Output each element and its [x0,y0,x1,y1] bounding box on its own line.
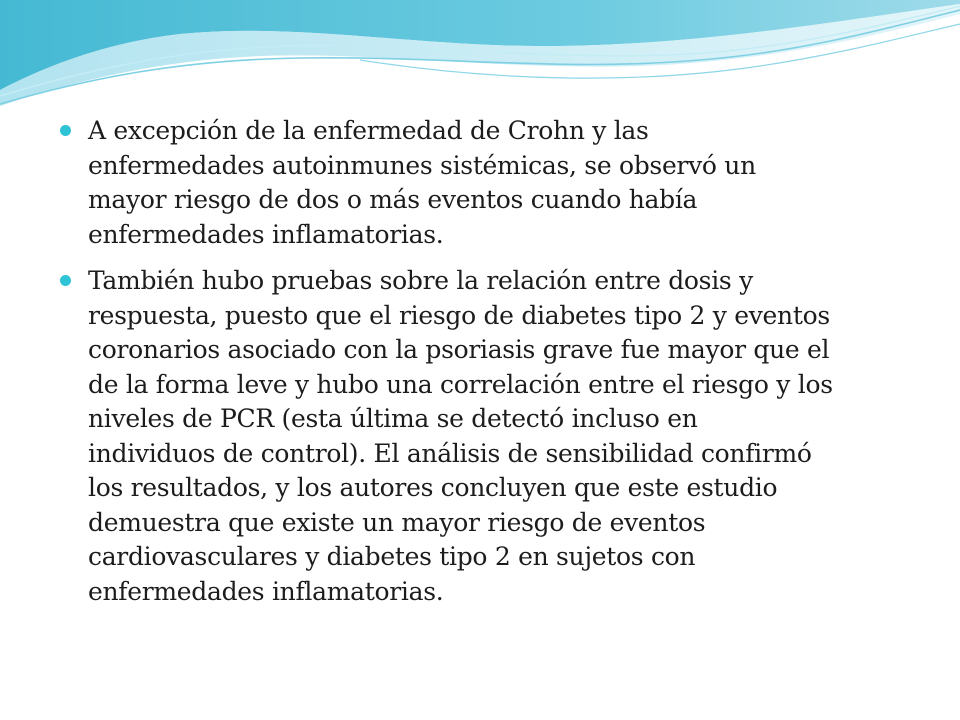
text-line: enfermedades autoinmunes sistémicas, se observó un [88,150,756,180]
text-line: A excepción de la enfermedad de Crohn y las [88,116,649,145]
text-line: niveles de PCR (esta última se detectó incluso en [88,404,698,433]
text-line: demuestra que existe un mayor riesgo de eventos [88,507,706,537]
bullet-dot-icon [60,275,71,286]
text-line: enfermedades inflamatorias. [88,576,444,606]
text-line: También hubo pruebas sobre la relación entre dosis y [88,266,753,295]
bullet-item [60,114,910,252]
text-line: respuesta, puesto que el riesgo de diabetes tipo 2 y eventos [88,300,830,330]
bullet-item [60,264,910,609]
text-line: los resultados, y los autores concluyen que este estudio [88,473,778,502]
slide-body [60,114,910,621]
text-line: cardiovasculares y diabetes tipo 2 en sujetos con [88,542,696,571]
text-line: coronarios asociado con la psoriasis grave fue mayor que el [88,335,830,364]
text-line: mayor riesgo de dos o más eventos cuando había [88,185,698,214]
text-line: individuos de control). El análisis de sensibilidad confirmó [88,438,812,468]
header-wave-decoration [0,0,960,120]
text-line: enfermedades inflamatorias. [88,219,444,249]
bullet-list [60,114,910,609]
bullet-dot-icon [60,125,71,136]
text-line: de la forma leve y hubo una correlación entre el riesgo y los [88,369,833,399]
